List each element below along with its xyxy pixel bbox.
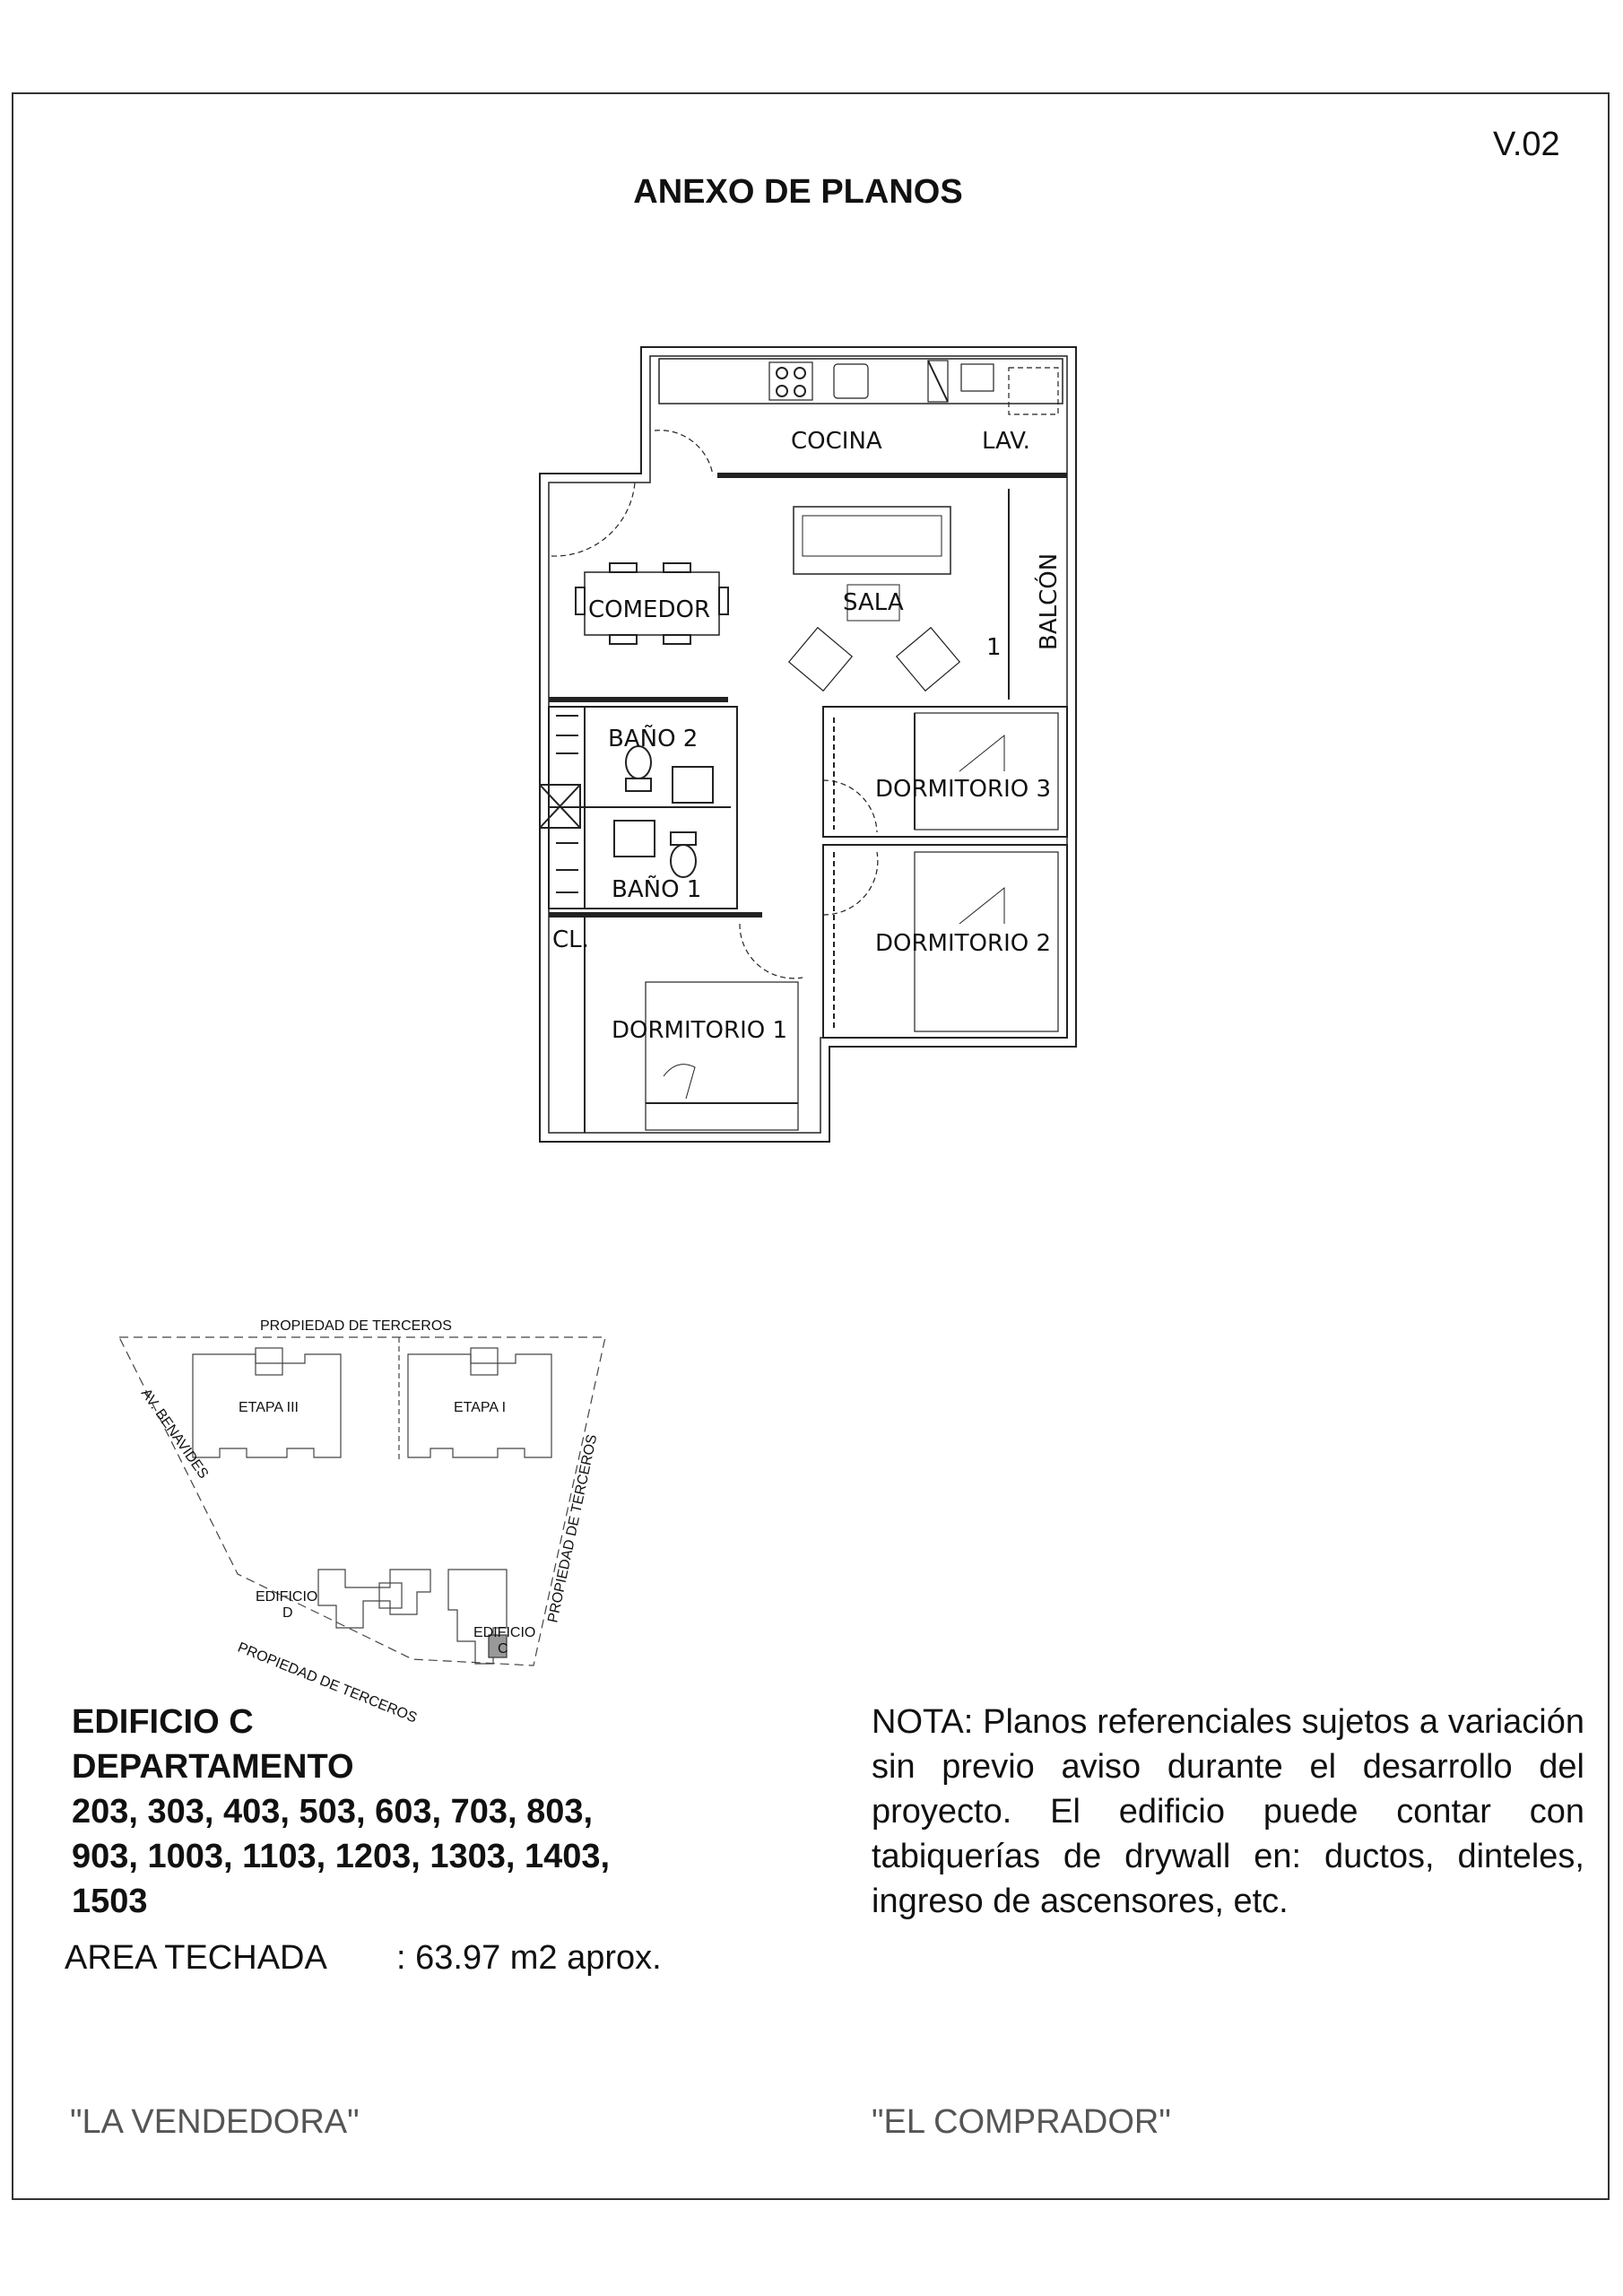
room-label-lav: LAV.	[982, 428, 1030, 455]
room-label-bano1: BAÑO 1	[612, 876, 702, 903]
room-label-sala: SALA	[843, 589, 904, 616]
unit-numbers-line-3: 1503	[72, 1883, 148, 1920]
page-title: ANEXO DE PLANOS	[633, 173, 963, 211]
toilet	[671, 845, 696, 877]
armchair	[789, 628, 852, 691]
lot-boundary	[119, 1337, 605, 1665]
site-label-etapa3: ETAPA III	[239, 1400, 299, 1415]
site-label-edificio-d-letter: D	[282, 1605, 293, 1621]
stove	[769, 362, 812, 400]
area-row	[65, 1939, 662, 1978]
bed	[915, 713, 1058, 830]
bed	[646, 982, 798, 1130]
site-label-edificio-c: EDIFICIO	[473, 1625, 536, 1640]
site-label-etapa1: ETAPA I	[454, 1400, 507, 1415]
version-label: V.02	[1493, 126, 1560, 163]
seller-signature-label: "LA VENDEDORA"	[70, 2103, 360, 2141]
unit-numbers-line-2: 903, 1003, 1103, 1203, 1303, 1403,	[72, 1838, 611, 1875]
site-label-top-neighbor: PROPIEDAD DE TERCEROS	[260, 1318, 452, 1334]
site-label-avenue: AV. BENAVIDES	[137, 1386, 212, 1482]
area-label: AREA TECHADA	[65, 1939, 327, 1977]
buyer-signature-label: "EL COMPRADOR"	[872, 2103, 1171, 2141]
marker-label: 1	[986, 634, 1002, 661]
edificio-d-block	[318, 1570, 430, 1628]
floor-plan	[529, 341, 1103, 1148]
site-label-right-neighbor: PROPIEDAD DE TERCEROS	[545, 1433, 601, 1624]
room-label-dormitorio2: DORMITORIO 2	[875, 930, 1052, 957]
washer	[1009, 368, 1058, 414]
room-label-bano2: BAÑO 2	[608, 726, 699, 752]
area-value: : 63.97 m2 aprox.	[396, 1939, 662, 1977]
room-label-cocina: COCINA	[791, 428, 882, 455]
site-label-edificio-d: EDIFICIO	[256, 1589, 318, 1605]
unit-type: DEPARTAMENTO	[72, 1748, 354, 1786]
vanity	[673, 767, 713, 803]
vanity	[614, 821, 655, 857]
unit-numbers-line-1: 203, 303, 403, 503, 603, 703, 803,	[72, 1793, 594, 1831]
sink	[834, 364, 868, 398]
room-label-dormitorio3: DORMITORIO 3	[875, 776, 1052, 803]
laundry-sink	[961, 364, 994, 391]
note-text: NOTA: Planos referenciales sujetos a variación sin previo aviso durante el desarrollo del proyecto. El edificio puede contar con tabiquerías de drywall en: ductos, dinteles, ingreso de ascensores, etc.	[872, 1703, 1584, 1920]
armchair	[897, 628, 959, 691]
unit-info	[72, 1700, 699, 1924]
room-label-balcon: BALCÓN	[1036, 552, 1063, 650]
room-label-comedor: COMEDOR	[588, 596, 711, 623]
site-label-edificio-c-letter: C	[498, 1641, 508, 1657]
site-plan	[112, 1305, 632, 1726]
room-label-closet: CL.	[552, 926, 589, 953]
building-name: EDIFICIO C	[72, 1703, 254, 1741]
site-label-bottom-neighbor: PROPIEDAD DE TERCEROS	[235, 1639, 420, 1726]
room-label-dormitorio1: DORMITORIO 1	[612, 1017, 788, 1044]
bedroom-3	[823, 707, 1067, 837]
kitchen-counter	[659, 359, 1063, 404]
sofa	[794, 507, 950, 574]
